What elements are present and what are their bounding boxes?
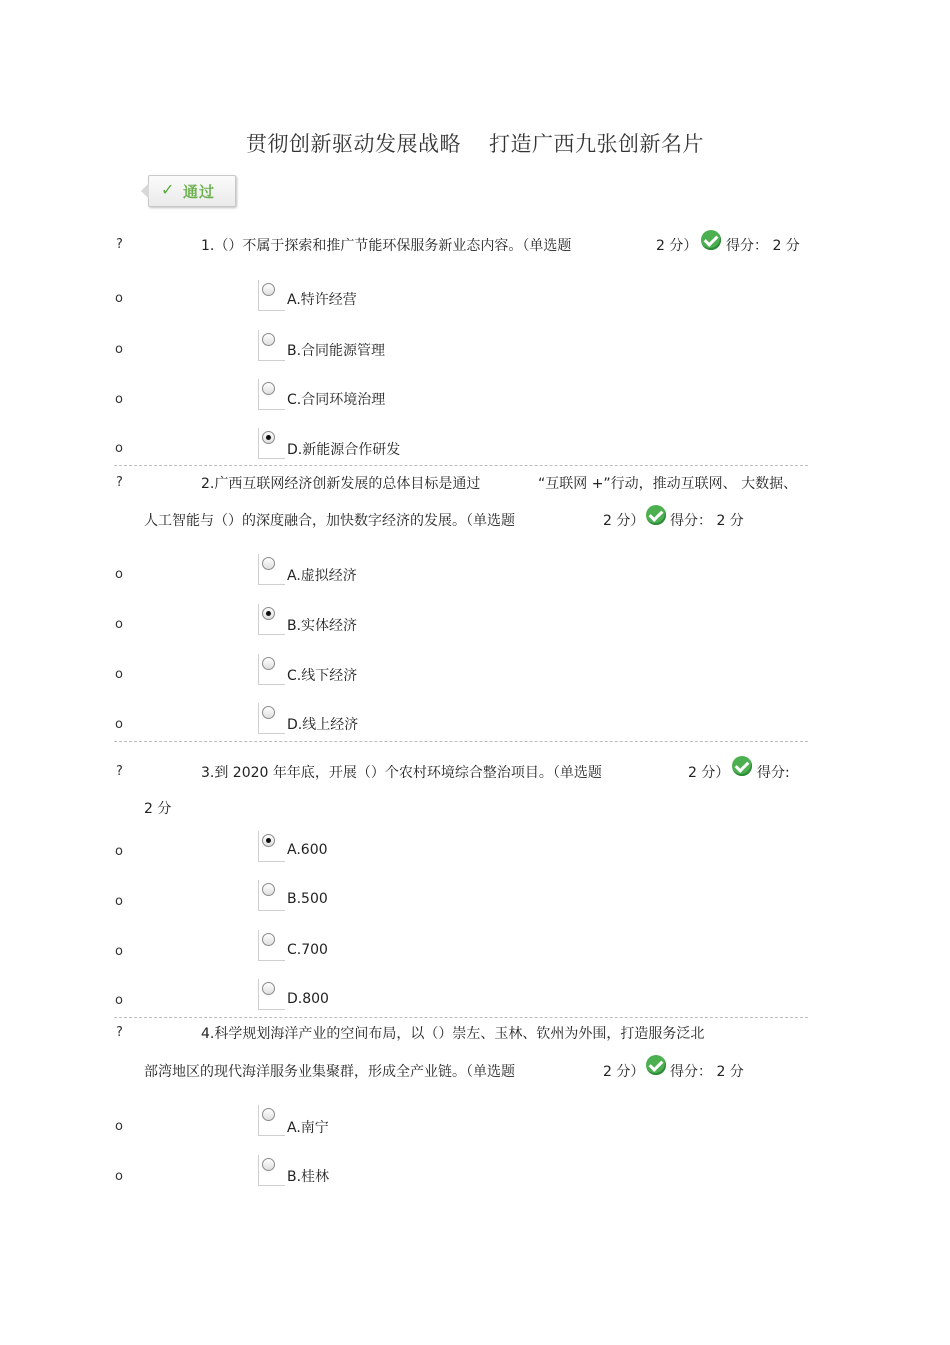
option-b-label: B.500 (287, 891, 328, 907)
option-a-label: A.特许经营 (287, 292, 357, 308)
question-marker: ? (116, 1025, 123, 1040)
question-2-text-line1b: “互联网 +”行动，推动互联网、 大数据、 (538, 476, 798, 492)
option-d-radio-selected[interactable] (258, 428, 285, 459)
question-1-score: 得分： 2 分 (726, 238, 800, 254)
option-a-radio[interactable] (258, 554, 285, 585)
option-d-label: D.线上经济 (287, 717, 359, 733)
page-title (0, 128, 950, 158)
option-c-radio[interactable] (258, 379, 285, 410)
question-4-score: 得分： 2 分 (670, 1064, 744, 1080)
pass-badge (148, 175, 236, 207)
option-bullet: o (115, 894, 123, 909)
option-a-radio-selected[interactable] (258, 831, 285, 862)
option-b-label: B.桂林 (287, 1169, 330, 1185)
option-bullet: o (115, 291, 123, 306)
option-bullet: o (115, 342, 123, 357)
question-3-points: 2 分） (688, 765, 730, 781)
question-4-points: 2 分） (603, 1064, 645, 1080)
option-d-radio[interactable] (258, 703, 285, 734)
option-bullet: o (115, 1119, 123, 1134)
question-2-score: 得分： 2 分 (670, 513, 744, 529)
option-a-radio[interactable] (258, 280, 285, 311)
option-bullet: o (115, 617, 123, 632)
question-divider (114, 1017, 808, 1018)
option-bullet: o (115, 392, 123, 407)
checkmark-icon: ✓ (161, 180, 175, 199)
question-marker: ? (116, 475, 123, 490)
option-b-radio[interactable] (258, 1155, 285, 1186)
option-b-label: B.合同能源管理 (287, 343, 386, 359)
option-c-radio[interactable] (258, 654, 285, 685)
question-3-text: 3.到 2020 年年底，开展（）个农村环境综合整治项目。（单选题 (201, 765, 602, 781)
option-c-label: C.700 (287, 942, 328, 958)
option-a-label: A.南宁 (287, 1120, 329, 1136)
option-b-label: B.实体经济 (287, 618, 358, 634)
option-d-label: D.800 (287, 991, 329, 1007)
correct-check-icon (646, 505, 666, 525)
correct-check-icon (701, 230, 721, 250)
option-bullet: o (115, 567, 123, 582)
option-a-label: A.600 (287, 842, 328, 858)
option-b-radio-selected[interactable] (258, 604, 285, 635)
question-3-score-label: 得分: (757, 765, 790, 781)
question-marker: ? (116, 237, 123, 252)
question-4-text-line2: 部湾地区的现代海洋服务业集聚群，形成全产业链。（单选题 (144, 1064, 515, 1080)
question-divider (114, 465, 808, 466)
option-a-label: A.虚拟经济 (287, 568, 357, 584)
question-2-points: 2 分） (603, 513, 645, 529)
option-a-radio[interactable] (258, 1105, 285, 1136)
option-c-label: C.线下经济 (287, 668, 358, 684)
option-bullet: o (115, 993, 123, 1008)
option-bullet: o (115, 667, 123, 682)
option-b-radio[interactable] (258, 880, 285, 911)
question-4-text-line1: 4.科学规划海洋产业的空间布局，以（）崇左、玉林、钦州为外围，打造服务泛北 (201, 1026, 705, 1042)
option-d-label: D.新能源合作研发 (287, 442, 401, 458)
correct-check-icon (732, 756, 752, 776)
option-c-label: C.合同环境治理 (287, 392, 386, 408)
question-2-text-line2: 人工智能与（）的深度融合，加快数字经济的发展。（单选题 (144, 513, 515, 529)
option-bullet: o (115, 944, 123, 959)
question-3-score-value: 2 分 (144, 801, 172, 817)
page-title-right: 打造广西九张创新名片 (489, 132, 704, 156)
option-b-radio[interactable] (258, 330, 285, 361)
option-bullet: o (115, 441, 123, 456)
question-marker: ? (116, 764, 123, 779)
question-1-text: 1.（）不属于探索和推广节能环保服务新业态内容。（单选题 (201, 238, 572, 254)
option-bullet: o (115, 844, 123, 859)
option-bullet: o (115, 717, 123, 732)
option-bullet: o (115, 1169, 123, 1184)
correct-check-icon (646, 1055, 666, 1075)
option-d-radio[interactable] (258, 979, 285, 1010)
pass-badge-label: 通过 (183, 183, 216, 201)
page-title-left: 贯彻创新驱动发展战略 (246, 132, 461, 156)
question-2-text-line1a: 2.广西互联网经济创新发展的总体目标是通过 (201, 476, 481, 492)
option-c-radio[interactable] (258, 930, 285, 961)
question-1-points: 2 分） (656, 238, 698, 254)
question-divider (114, 741, 808, 742)
